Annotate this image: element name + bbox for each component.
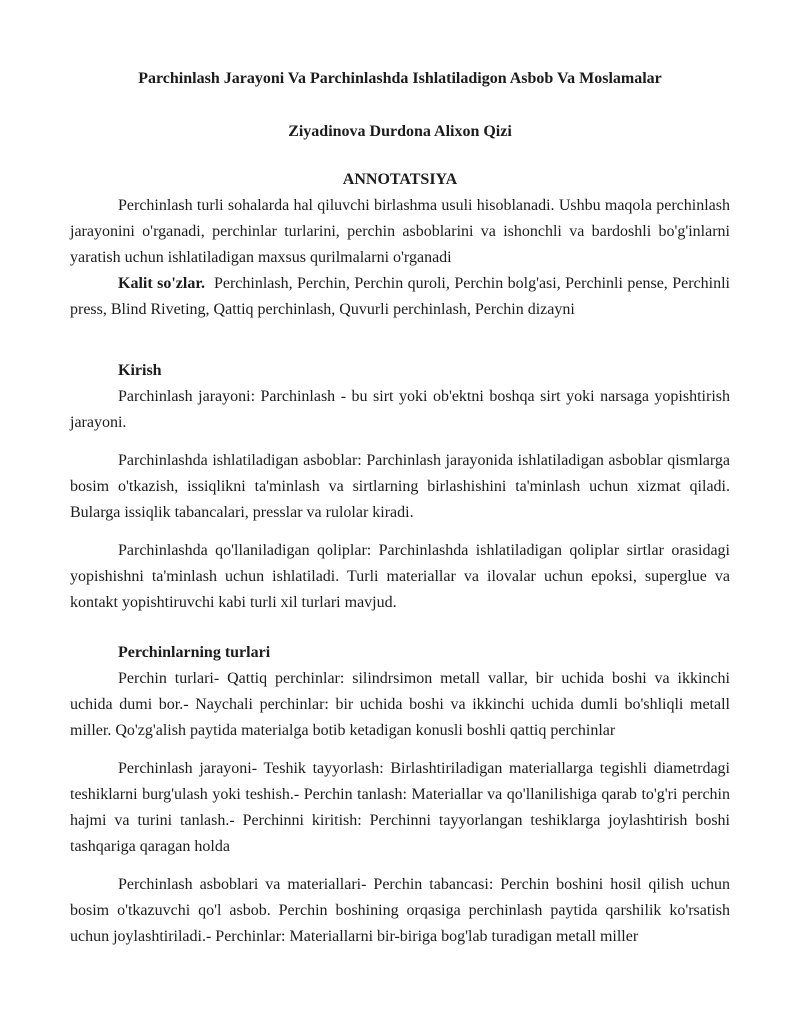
annotation-heading: ANNOTATSIYA (342, 171, 458, 188)
paragraph: Perchin turlari- Qattiq perchinlar: silindrsimon metall vallar, bir uchida boshi va ikkinchi uchida dumi bor.- Naychali perchinlar: bir uchida boshi va ikkinchi uchida dumli bo'shliqli metall miller. Qo'zg'alish paytida materialga botib ketadigan konusli boshli qattiq perchinlar (70, 670, 730, 739)
paragraph: Parchinlash jarayoni: Parchinlash - bu sirt yoki ob'ektni boshqa sirt yoki narsaga yopishtirish jarayoni. (70, 388, 730, 431)
keywords-paragraph (70, 271, 730, 323)
section-perchinlarning-turlari (70, 640, 730, 950)
section-turlari-heading: Perchinlarning turlari (118, 644, 271, 661)
author-name: Ziyadinova Durdona Alixon Qizi (288, 123, 512, 140)
section-kirish-heading: Kirish (118, 362, 162, 379)
annotation-paragraph: Perchinlash turli sohalarda hal qiluvchi birlashma usuli hisoblanadi. Ushbu maqola perchinlash jarayonini o'rganadi, perchinlar turlarini, perchin asboblarini va ishonchli va bardoshli bo'g'inlarni yaratish uchun ishlatiladigan maxsus qurilmalarni o'rganadi (70, 197, 730, 266)
section-kirish (70, 358, 730, 616)
document-title: Parchinlash Jarayoni Va Parchinlashda Ishlatiladigon Asbob Va Moslamalar (138, 70, 662, 87)
paragraph: Parchinlashda ishlatiladigan asboblar: Parchinlash jarayonida ishlatiladigan asboblar qismlarga bosim o'tkazish, issiqlikni ta'minlash va sirtlarning birlashishini ta'minlash uchun xizmat qiladi. Bularga issiqlik tabancalari, presslar va rulolar kiradi. (70, 452, 730, 521)
paragraph: Parchinlashda qo'llaniladigan qoliplar: Parchinlashda ishlatiladigan qoliplar sirtlar orasidagi yopishishni ta'minlash uchun ishlatiladi. Turli materiallar va ilovalar uchun epoksi, superglue va kontakt yopishtiruvchi kabi turli xil turlari mavjud. (70, 542, 730, 611)
keywords-label: Kalit so'zlar. (118, 275, 205, 292)
paragraph: Perchinlash jarayoni- Teshik tayyorlash: Birlashtiriladigan materiallarga tegishli diametrdagi teshiklarni burg'ulash yoki teshish.- Perchin tanlash: Materiallar va qo'llanilishiga qarab to'g'ri perchin hajmi va turini tanlash.- Perchinni kiritish: Perchinni tayyorlangan teshiklarga joylashtirish boshi tashqariga qaragan holda (70, 760, 730, 855)
keywords-text: Perchinlash, Perchin, Perchin quroli, Perchin bolg'asi, Perchinli pense, Perchinli press, Blind Riveting, Qattiq perchinlash, Quvurli perchinlash, Perchin dizayni (70, 275, 730, 318)
paragraph: Perchinlash asboblari va materiallari- Perchin tabancasi: Perchin boshini hosil qilish uchun bosim o'tkazuvchi qo'l asbob. Perchin boshining orqasiga perchinlash paytida qarshilik ko'rsatish uchun joylashtiriladi.- Perchinlar: Materiallarni bir-biriga bog'lab turadigan metall miller (70, 876, 730, 945)
